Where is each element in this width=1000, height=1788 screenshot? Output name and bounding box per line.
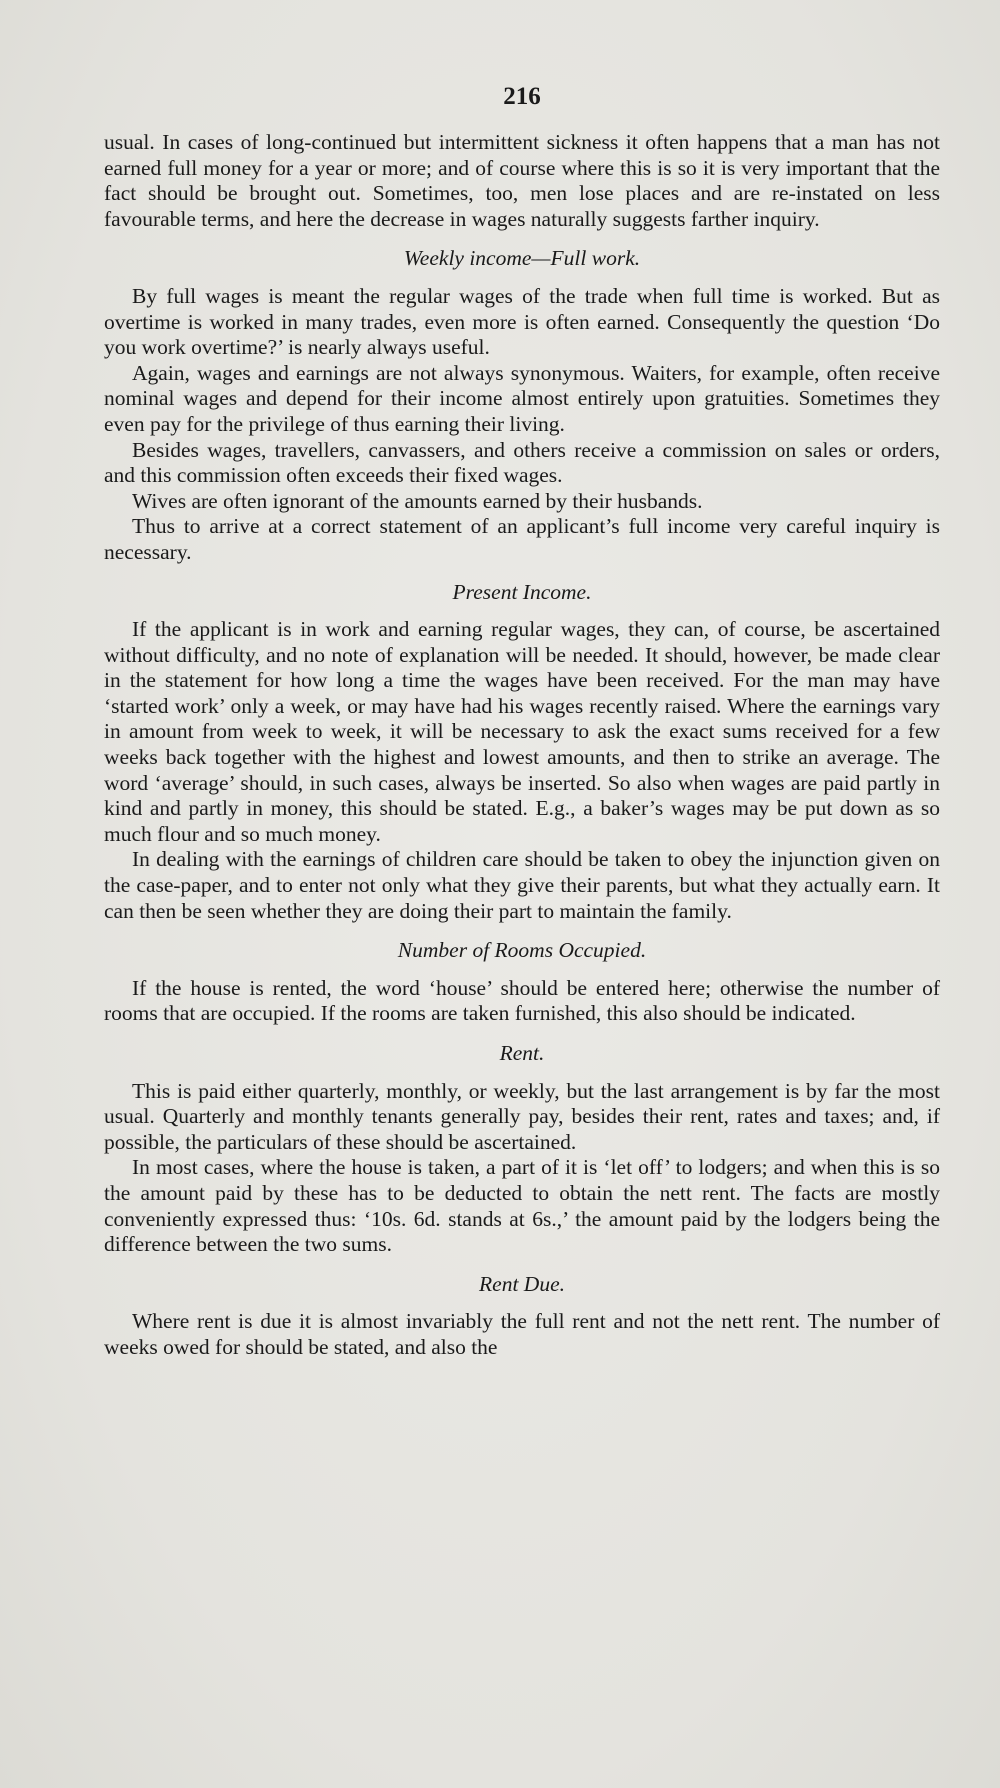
page-number: 216 [503,83,541,110]
section-continuation [104,130,940,232]
section-rent [104,1041,940,1258]
section-present-income [104,580,940,925]
paragraph: usual. In cases of long-continued but intermittent sickness it often happens that a man has not earned full money for a year or more; and of course where this is so it is very important that the fact should be brought out. Sometimes, too, men lose places and are re-instated on less favourable terms, and here the decrease in wages naturally suggests farther inquiry. [104,130,940,231]
paragraph: This is paid either quarterly, monthly, or weekly, but the last arrangement is by far the most usual. Quarterly and monthly tenants generally pay, besides their rent, rates and taxes; and, if possible, the particulars of these should be ascertained. [104,1078,940,1154]
paragraph: Thus to arrive at a correct statement of an applicant’s full income very careful inquiry is necessary. [104,514,940,564]
paragraph: Where rent is due it is almost invariably the full rent and not the nett rent. The number of weeks owed for should be stated, and also the [104,1309,940,1359]
paragraph: In dealing with the earnings of children care should be taken to obey the injunction given on the case-paper, and to enter not only what they give their parents, but what they actually earn. It can then be seen whether they are doing their part to maintain the family. [104,847,940,923]
page-content [104,82,940,1361]
section-rooms-occupied [104,938,940,1027]
section-heading: Rent. [499,1041,545,1065]
paragraph: If the house is rented, the word ‘house’ should be entered here; otherwise the number of rooms that are occupied. If the rooms are taken furnished, this also should be indicated. [104,975,940,1026]
paragraph: In most cases, where the house is taken, a part of it is ‘let off’ to lodgers; and when this is so the amount paid by these has to be deducted to obtain the nett rent. The facts are mostly conveniently expressed thus: ‘10s. 6d. stands at 6s.,’ the amount paid by the lodgers being the difference between the two sums. [104,1155,940,1257]
paragraph: Again, wages and earnings are not always synonymous. Waiters, for example, often receive nominal wages and depend for their income almost entirely upon gratuities. Sometimes they even pay for the privilege of thus earning their living. [104,360,940,436]
paragraph: If the applicant is in work and earning regular wages, they can, of course, be ascertained without difficulty, and no note of explanation will be needed. It should, however, be made clear in the statement for how long a time the wages have been received. For the man may have ‘started work’ only a week, or may have had his wages recently raised. Where the earnings vary in amount from week to week, it will be necessary to ask the exact sums received for a few weeks back together with the highest and lowest amounts, and then to strike an average. The word ‘average’ should, in such cases, always be inserted. So also when wages are paid partly in kind and partly in money, this should be stated. E.g., a baker’s wages may be put down as so much flour and so much money. [104,617,940,846]
section-weekly-income [104,246,940,565]
paragraph: Besides wages, travellers, canvassers, and others receive a commission on sales or orders, and this commission often exceeds their fixed wages. [104,437,940,488]
section-heading: Weekly income—Full work. [403,246,641,271]
paragraph: Wives are often ignorant of the amounts earned by their husbands. [132,488,703,513]
section-heading: Number of Rooms Occupied. [397,938,647,963]
section-heading: Present Income. [452,579,592,604]
section-heading: Rent Due. [479,1271,565,1296]
paragraph: By full wages is meant the regular wages of the trade when full time is worked. But as overtime is worked in many trades, even more is often earned. Consequently the question ‘Do you work overtime?’ is nearly always useful. [104,283,940,360]
section-rent-due [104,1272,940,1361]
